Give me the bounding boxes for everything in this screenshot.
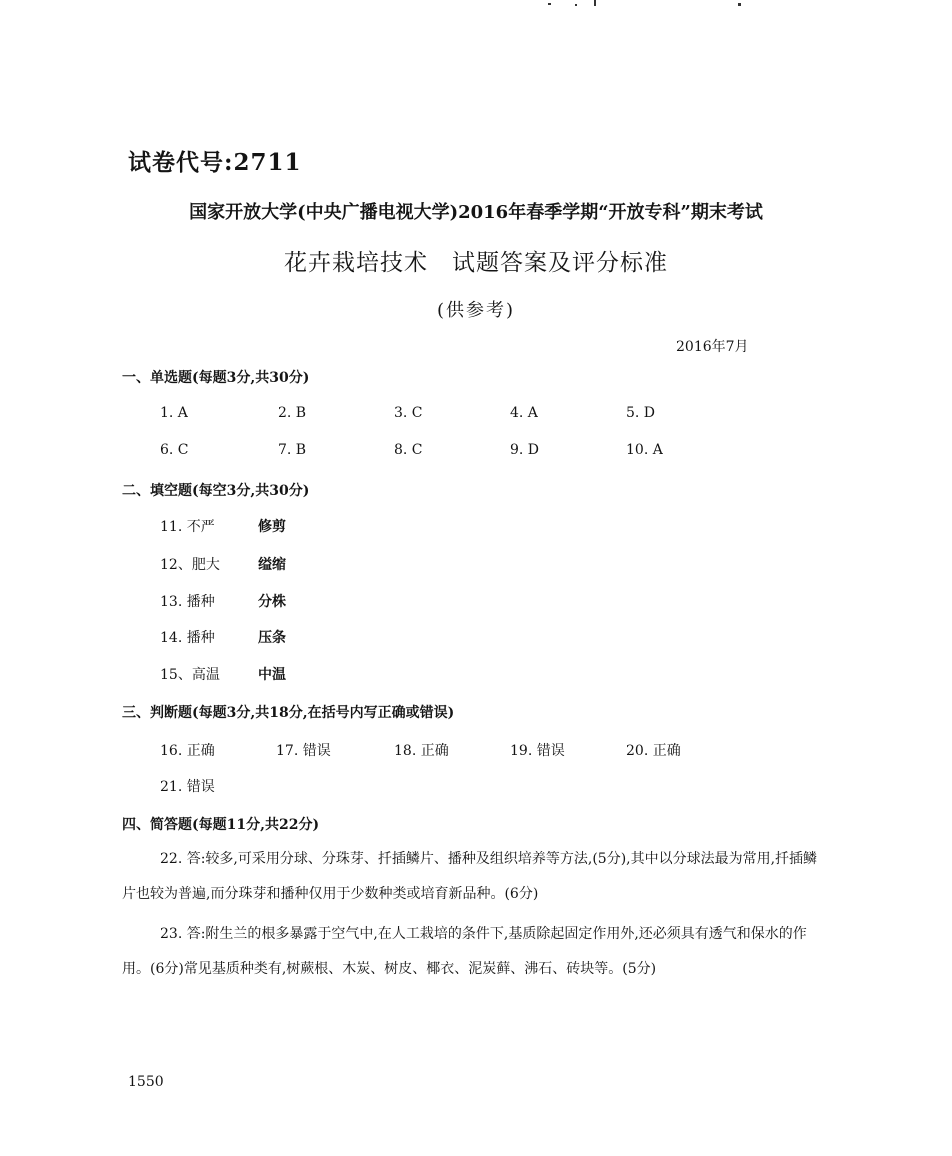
scan-speck <box>548 3 551 5</box>
reference-note: (供参考) <box>436 300 516 321</box>
answer-cell: 17. 错误 <box>276 743 331 759</box>
section-heading-true-false: 三、判断题(每题3分,共18分,在括号内写正确或错误) <box>122 705 455 721</box>
answer-cell: 4. A <box>510 405 538 421</box>
answer-cell: 18. 正确 <box>394 743 449 759</box>
university-line: 国家开放大学(中央广播电视大学)2016年春季学期“开放专科”期末考试 <box>189 202 763 223</box>
scan-speck <box>575 4 577 6</box>
scan-speck <box>594 0 596 6</box>
answer-cell: 12、肥大 <box>160 557 220 573</box>
answer-cell: 15、高温 <box>160 667 220 683</box>
answer-paragraph: 23. 答:附生兰的根多暴露于空气中,在人工栽培的条件下,基质除起固定作用外,还必须具有透气和保水的作用。(6分)常见基质种类有,树蕨根、木炭、树皮、椰衣、泥炭藓、沸石、砖块等。(5分) <box>122 926 807 977</box>
answer-cell: 9. D <box>510 442 540 458</box>
answer-cell: 8. C <box>394 442 423 458</box>
answer-cell: 缢缩 <box>258 557 286 573</box>
section-heading-short-answer: 四、简答题(每题11分,共22分) <box>122 817 320 833</box>
scan-speck <box>738 3 741 6</box>
answer-cell: 16. 正确 <box>160 743 215 759</box>
answer-paragraph: 22. 答:较多,可采用分球、分珠芽、扦插鳞片、播种及组织培养等方法,(5分),其中以分球法最为常用,扦插鳞片也较为普遍,而分珠芽和播种仅用于少数种类或培育新品种。(6分) <box>122 851 818 902</box>
answer-cell: 1. A <box>160 405 188 421</box>
exam-date: 2016年7月 <box>676 339 749 355</box>
answer-cell: 2. B <box>278 405 307 421</box>
answer-cell: 20. 正确 <box>626 743 681 759</box>
answer-cell: 19. 错误 <box>510 743 565 759</box>
answer-cell: 14. 播种 <box>160 630 215 646</box>
section-heading-fill-blank: 二、填空题(每空3分,共30分) <box>122 483 310 499</box>
answer-cell: 21. 错误 <box>160 779 215 795</box>
answer-cell: 10. A <box>626 442 663 458</box>
answer-cell: 13. 播种 <box>160 594 215 610</box>
answer-cell: 压条 <box>258 630 286 646</box>
document-title: 花卉栽培技术 试题答案及评分标准 <box>284 250 668 276</box>
page-number: 1550 <box>128 1074 164 1090</box>
answer-cell: 3. C <box>394 405 423 421</box>
answer-cell: 修剪 <box>258 519 286 535</box>
answer-cell: 5. D <box>626 405 656 421</box>
section-heading-single-choice: 一、单选题(每题3分,共30分) <box>122 370 310 386</box>
answer-cell: 中温 <box>258 667 286 683</box>
answer-cell: 7. B <box>278 442 307 458</box>
paper-code: 试卷代号:2711 <box>128 149 302 176</box>
answer-cell: 6. C <box>160 442 189 458</box>
answer-cell: 11. 不严 <box>160 519 215 535</box>
answer-cell: 分株 <box>258 594 286 610</box>
